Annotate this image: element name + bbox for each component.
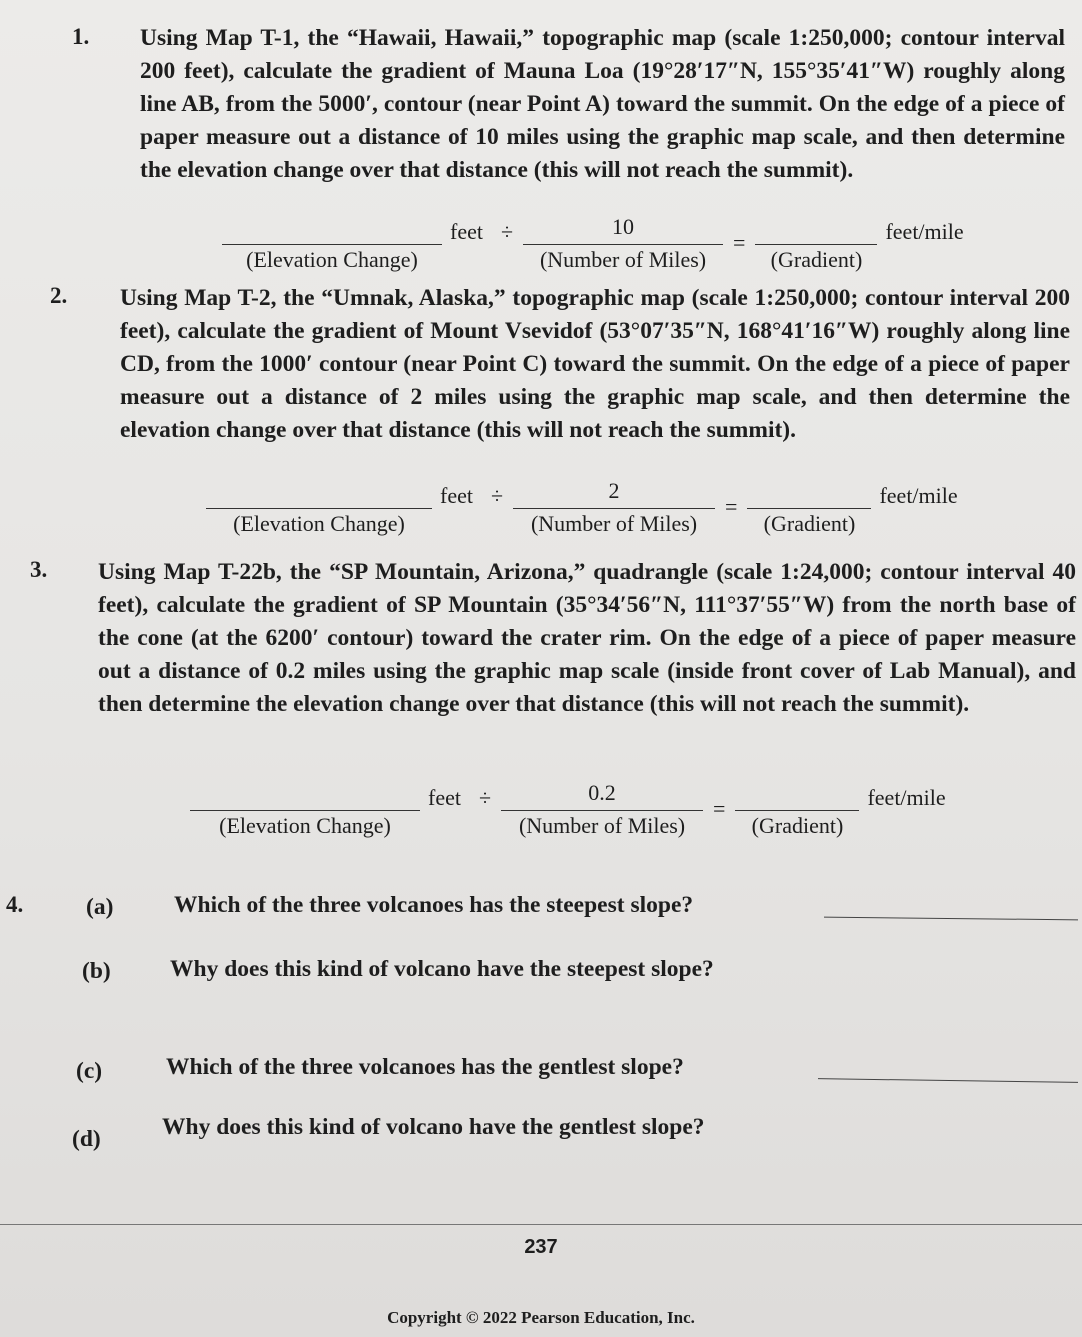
question-4d-label: (d) bbox=[72, 1126, 101, 1152]
elevation-change-blank[interactable]: (Elevation Change) bbox=[206, 478, 432, 537]
equals-sign: = bbox=[713, 796, 726, 821]
footer-rule bbox=[0, 1224, 1082, 1225]
feet-label: feet bbox=[428, 785, 461, 810]
question-2-number: 2. bbox=[50, 283, 68, 308]
question-1-formula bbox=[222, 208, 972, 278]
question-3-number: 3. bbox=[30, 557, 48, 582]
divide-sign: ÷ bbox=[500, 219, 514, 244]
question-4-number: 4. bbox=[6, 892, 24, 917]
unit-label: feet/mile bbox=[879, 483, 958, 508]
question-3-text: Using Map T-22b, the “SP Mountain, Arizona,” quadrangle (scale 1:24,000; contour interval 40 feet), calculate the gradient of SP Mountain (35°34′56″N, 111°37′55″W) from the north base of the cone (at the 6200′ contour) toward the crater rim. On the edge of a piece of paper measure out a distance of 0.2 miles using the graphic map scale (inside front cover of Lab Manual), and then determine the elevation change over that distance (this will not reach the summit). bbox=[98, 559, 1076, 717]
question-1-text: Using Map T-1, the “Hawaii, Hawaii,” topographic map (scale 1:250,000; contour interval 200 feet), calculate the gradient of Mauna Loa (19°28′17″N, 155°35′41″W) roughly along line AB, from the 5000′, contour (near Point A) toward the summit. On the edge of a piece of paper measure out a distance of 10 miles using the graphic map scale, and then determine the elevation change over that distance (this will not reach the summit). bbox=[140, 25, 1065, 183]
unit-label: feet/mile bbox=[885, 219, 964, 244]
question-2-text: Using Map T-2, the “Umnak, Alaska,” topographic map (scale 1:250,000; contour interval 200 feet), calculate the gradient of Mount Vsevidof (53°07′35″N, 168°41′16″W) roughly along line CD, from the 1000′ contour (near Point C) toward the summit. On the edge of a piece of paper measure out a distance of 2 miles using the graphic map scale, and then determine the elevation change over that distance (this will not reach the summit). bbox=[120, 285, 1070, 443]
question-2-formula bbox=[206, 472, 966, 542]
question-4b-label: (b) bbox=[82, 958, 111, 984]
elevation-change-blank[interactable]: (Elevation Change) bbox=[222, 214, 442, 273]
gradient-blank[interactable]: (Gradient) bbox=[735, 780, 859, 839]
equals-sign: = bbox=[725, 494, 738, 519]
unit-label: feet/mile bbox=[867, 785, 946, 810]
equals-sign: = bbox=[733, 230, 746, 255]
miles-fraction: $\frac{10}{\text{(Number of Miles)}}$ bbox=[523, 214, 723, 273]
gradient-blank[interactable]: (Gradient) bbox=[755, 214, 877, 273]
divide-sign: ÷ bbox=[490, 483, 504, 508]
feet-label: feet bbox=[440, 483, 473, 508]
elevation-change-blank[interactable]: (Elevation Change) bbox=[190, 780, 420, 839]
question-4b-text: Why does this kind of volcano have the steepest slope? bbox=[170, 956, 714, 982]
divide-sign: ÷ bbox=[478, 785, 492, 810]
question-4d-text: Why does this kind of volcano have the gentlest slope? bbox=[162, 1114, 705, 1140]
question-4a-text: Which of the three volcanoes has the steepest slope? bbox=[174, 892, 694, 918]
miles-fraction: $\frac{2}{\text{(Number of Miles)}}$ bbox=[513, 478, 715, 537]
miles-fraction: $\frac{0.2}{\text{(Number of Miles)}}$ bbox=[501, 780, 703, 839]
gradient-blank[interactable]: (Gradient) bbox=[747, 478, 871, 537]
question-3-formula bbox=[190, 774, 954, 844]
question-4a-answer-line[interactable] bbox=[824, 917, 1078, 921]
question-4a-label: (a) bbox=[86, 894, 114, 920]
question-4c-answer-line[interactable] bbox=[818, 1078, 1078, 1083]
copyright-notice: Copyright © 2022 Pearson Education, Inc. bbox=[387, 1308, 695, 1327]
page-number: 237 bbox=[524, 1236, 558, 1258]
question-4c-text: Which of the three volcanoes has the gentlest slope? bbox=[166, 1054, 684, 1080]
question-4c-label: (c) bbox=[76, 1058, 103, 1084]
question-1-number: 1. bbox=[72, 24, 90, 49]
feet-label: feet bbox=[450, 219, 483, 244]
